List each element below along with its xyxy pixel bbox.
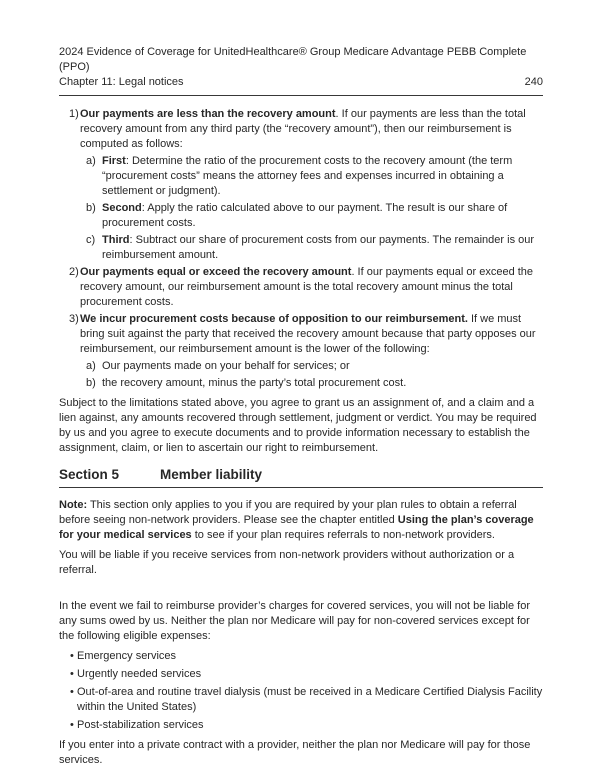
paragraph-private-contract: If you enter into a private contract with a provider, neither the plan nor Medicare will pay for those services.	[59, 739, 531, 766]
list-item-1c	[59, 233, 543, 263]
list-item-3-text: If we must bring suit against the party that received the recovery amount because that party opposes our reimbursement, our reimbursement amount is the lower of the following:	[80, 313, 536, 355]
bullet-list	[59, 649, 543, 733]
list-item-1c-lead: Third	[102, 234, 130, 246]
bullet-text: Emergency services	[77, 650, 177, 662]
bullet-marker: •	[70, 719, 74, 731]
numbered-list	[59, 107, 543, 391]
list-item-1a	[59, 154, 543, 199]
list-marker-3a: a)	[86, 360, 96, 372]
list-item-3	[59, 312, 543, 357]
bullet-text: Out-of-area and routine travel dialysis (must be received in a Medicare Certified Dialysis Facility within the United States)	[77, 686, 543, 713]
bullet-marker: •	[70, 650, 74, 662]
list-item-2-lead: Our payments equal or exceed the recovery amount	[80, 266, 352, 278]
list-item-1-lead: Our payments are less than the recovery amount	[80, 108, 336, 120]
list-item-1a-text: : Determine the ratio of the procurement costs to the recovery amount (the term “procurement costs” means the attorney fees and expenses incurred in obtaining a settlement or judgment).	[102, 155, 513, 197]
list-item-2	[59, 265, 543, 310]
bullet-item-post-stabilization	[59, 718, 543, 733]
paragraph-assignment: Subject to the limitations stated above, you agree to grant us an assignment of, and a claim and a lien against, any amounts recovered through settlement, judgment or verdict. You may be required by us and you agree to execute documents and to provide information necessary to establish the assignment, claim, or lien to ascertain our right to reimbursement.	[59, 397, 537, 454]
list-item-1c-text: : Subtract our share of procurement costs from our payments. The remainder is our reimbursement amount.	[102, 234, 535, 261]
note-text-2: to see if your plan requires referrals to non-network providers.	[191, 529, 495, 541]
bullet-text: Post-stabilization services	[77, 719, 204, 731]
paragraph-reimbursement: In the event we fail to reimburse provider’s charges for covered services, you will not be liable for any sums owed by us. Neither the plan nor Medicare will pay for non-covered services except for the following eligible expenses:	[59, 600, 530, 642]
list-item-3b-text: the recovery amount, minus the party’s total procurement cost.	[102, 377, 407, 389]
document-title-line1: 2024 Evidence of Coverage for UnitedHealthcare® Group Medicare Advantage PEBB Complete	[59, 46, 527, 58]
list-item-1-text: . If our payments are less than the total recovery amount from any third party (the “recovery amount”), then our reimbursement is computed as follows:	[80, 108, 526, 150]
list-item-3a-text: Our payments made on your behalf for services; or	[102, 360, 350, 372]
note-label: Note:	[59, 499, 88, 511]
list-marker-1c: c)	[86, 234, 96, 246]
bullet-item-emergency	[59, 649, 543, 664]
list-marker-1a: a)	[86, 155, 96, 167]
note-chapter-reference: Using the plan’s coverage for your medical services	[59, 514, 534, 541]
page-body	[59, 107, 543, 768]
section-label: Section 5	[59, 467, 120, 482]
list-item-1a-lead: First	[102, 155, 126, 167]
list-marker-1: 1)	[69, 108, 79, 120]
chapter-label: Chapter 11: Legal notices	[59, 76, 184, 88]
bullet-text: Urgently needed services	[77, 668, 202, 680]
note-text-1: This section only applies to you if you are required by your plan rules to obtain a referral before seeing non-network providers. Please see the chapter entitled	[59, 499, 517, 526]
list-item-3-lead: We incur procurement costs because of opposition to our reimbursement.	[80, 313, 468, 325]
list-item-3a	[59, 359, 543, 374]
list-item-3b	[59, 376, 543, 391]
section-title: Member liability	[160, 467, 263, 482]
list-item-1b-lead: Second	[102, 202, 142, 214]
bullet-marker: •	[70, 686, 74, 698]
note-paragraph	[59, 498, 543, 543]
list-marker-2: 2)	[69, 266, 79, 278]
list-item-1	[59, 107, 543, 152]
list-marker-1b: b)	[86, 202, 96, 214]
list-item-1b	[59, 201, 543, 231]
paragraph-liability: You will be liable if you receive services from non-network providers without authorization or a referral.	[59, 549, 515, 576]
header-rule	[59, 95, 543, 96]
list-marker-3: 3)	[69, 313, 79, 325]
list-item-1b-text: : Apply the ratio calculated above to our payment. The result is our share of procurement costs.	[102, 202, 508, 229]
list-marker-3b: b)	[86, 377, 96, 389]
section-5-heading	[59, 467, 543, 488]
page-header	[59, 45, 543, 96]
bullet-item-urgent	[59, 667, 543, 682]
document-title-line2: (PPO)	[59, 61, 90, 73]
list-item-2-text: . If our payments equal or exceed the recovery amount, our reimbursement amount is the total recovery amount minus the total procurement costs.	[80, 266, 534, 308]
bullet-marker: •	[70, 668, 74, 680]
page-number: 240	[524, 76, 543, 88]
bullet-item-dialysis	[59, 685, 543, 715]
